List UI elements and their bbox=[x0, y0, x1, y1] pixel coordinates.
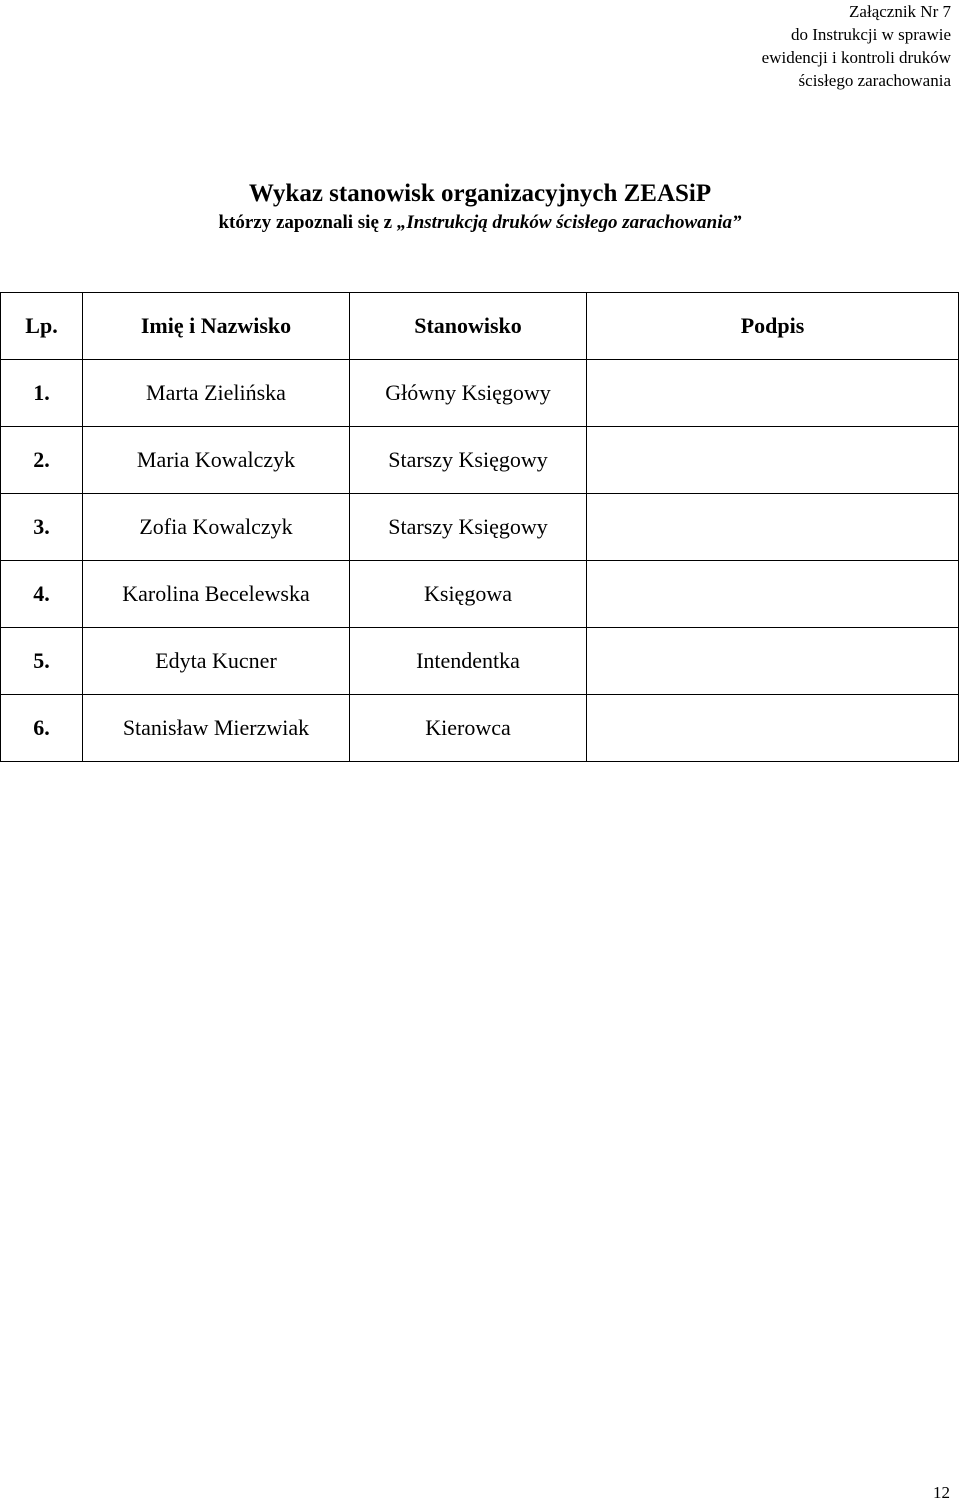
row-signature bbox=[587, 628, 959, 695]
row-name: Maria Kowalczyk bbox=[83, 427, 350, 494]
header-lp: Lp. bbox=[1, 293, 83, 360]
table-row bbox=[1, 695, 959, 762]
table-row bbox=[1, 561, 959, 628]
title-block bbox=[0, 178, 960, 236]
row-position: Intendentka bbox=[350, 628, 587, 695]
row-name: Marta Zielińska bbox=[83, 360, 350, 427]
row-position: Księgowa bbox=[350, 561, 587, 628]
row-signature bbox=[587, 561, 959, 628]
table-row bbox=[1, 427, 959, 494]
attachment-line-4: ścisłego zarachowania bbox=[798, 71, 951, 90]
header-signature: Podpis bbox=[587, 293, 959, 360]
row-lp: 5. bbox=[1, 628, 83, 695]
header-name: Imię i Nazwisko bbox=[83, 293, 350, 360]
row-signature bbox=[587, 695, 959, 762]
row-signature bbox=[587, 427, 959, 494]
header-position: Stanowisko bbox=[350, 293, 587, 360]
row-signature bbox=[587, 360, 959, 427]
row-name: Zofia Kowalczyk bbox=[83, 494, 350, 561]
table-row bbox=[1, 628, 959, 695]
attachment-line-1: Załącznik Nr 7 bbox=[849, 2, 951, 21]
row-name: Edyta Kucner bbox=[83, 628, 350, 695]
row-lp: 6. bbox=[1, 695, 83, 762]
row-position: Starszy Księgowy bbox=[350, 427, 587, 494]
subtitle-prefix: którzy zapoznali się z bbox=[218, 212, 397, 233]
row-lp: 3. bbox=[1, 494, 83, 561]
staff-table bbox=[0, 292, 959, 762]
subtitle-instruction-name: „Instrukcją druków ścisłego zarachowania” bbox=[396, 212, 742, 233]
row-lp: 1. bbox=[1, 360, 83, 427]
row-lp: 4. bbox=[1, 561, 83, 628]
attachment-note bbox=[762, 0, 951, 92]
row-position: Starszy Księgowy bbox=[350, 494, 587, 561]
row-position: Główny Księgowy bbox=[350, 360, 587, 427]
row-name: Stanisław Mierzwiak bbox=[83, 695, 350, 762]
page-number: 12 bbox=[933, 1483, 950, 1502]
table-row bbox=[1, 360, 959, 427]
row-lp: 2. bbox=[1, 427, 83, 494]
table-header-row bbox=[1, 293, 959, 360]
page-title: Wykaz stanowisk organizacyjnych ZEASiP bbox=[248, 180, 712, 207]
attachment-line-3: ewidencji i kontroli druków bbox=[761, 48, 951, 67]
row-position: Kierowca bbox=[350, 695, 587, 762]
page-subtitle bbox=[0, 210, 960, 236]
row-name: Karolina Becelewska bbox=[83, 561, 350, 628]
row-signature bbox=[587, 494, 959, 561]
table-row bbox=[1, 494, 959, 561]
attachment-line-2: do Instrukcji w sprawie bbox=[790, 25, 951, 44]
